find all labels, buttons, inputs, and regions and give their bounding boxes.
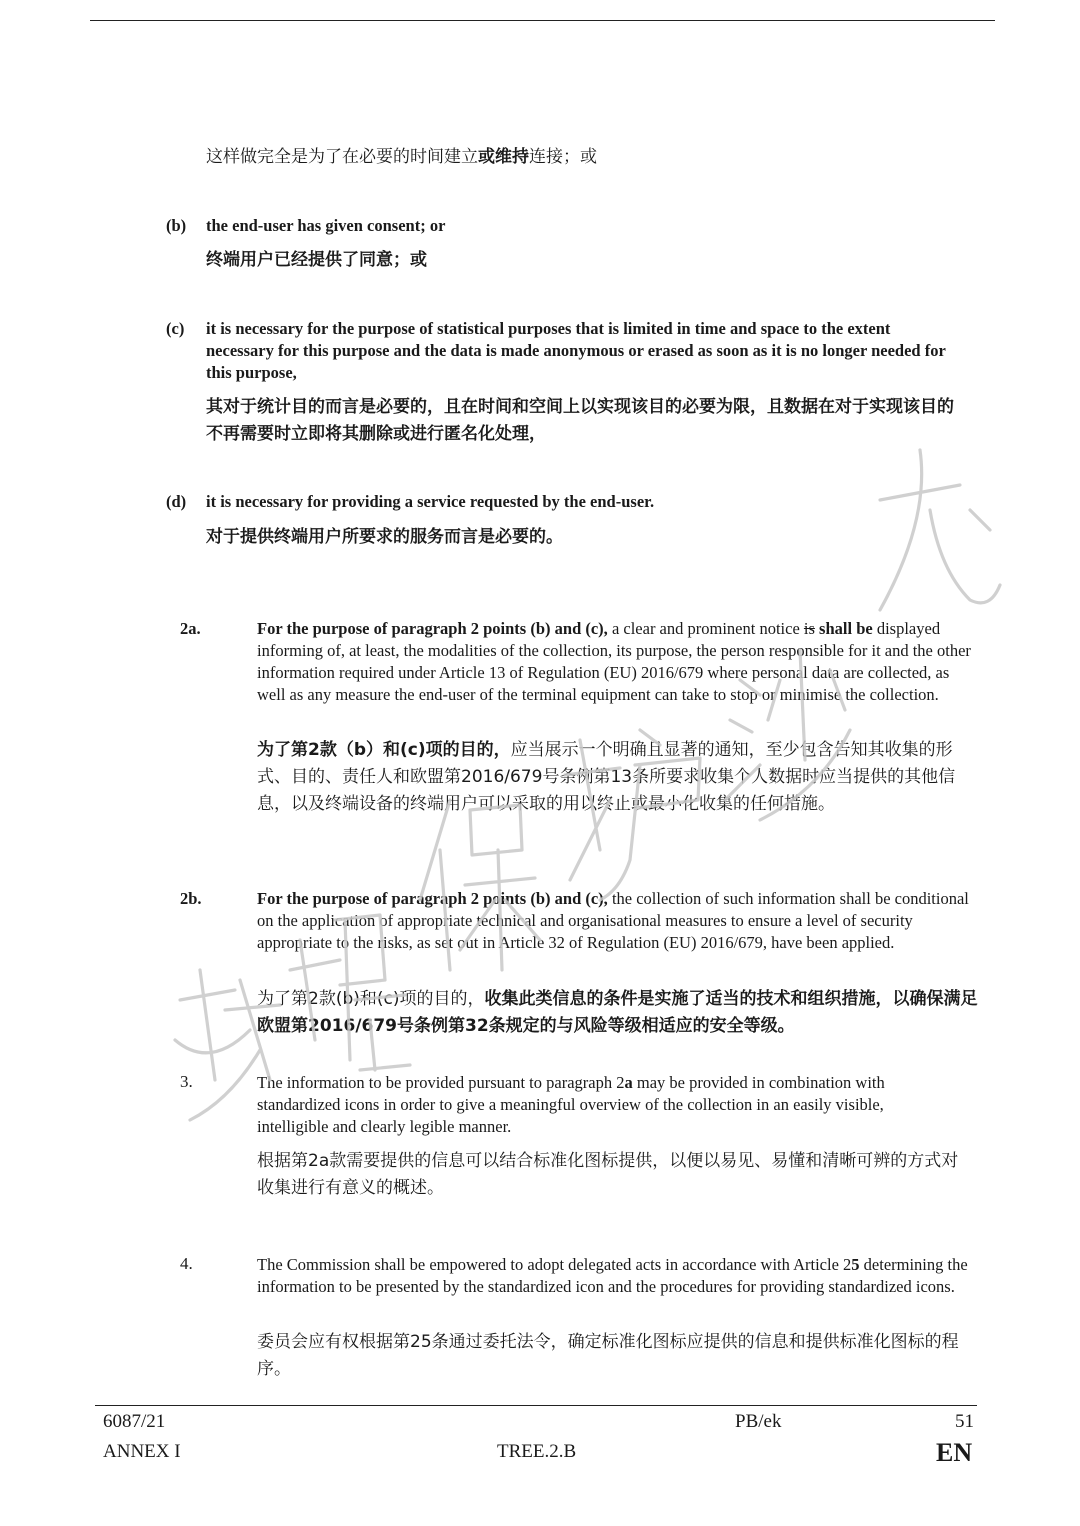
para-3-number: 3. — [180, 1072, 193, 1091]
footer-directorate: TREE.2.B — [497, 1441, 577, 1462]
item-d-en: it is necessary for providing a service requested by the end-user. — [206, 492, 655, 511]
footer-rule — [95, 1405, 977, 1406]
para-2b-en-bold: For the purpose of paragraph 2 points (b) and (c), — [257, 889, 608, 908]
item-b-zh: 终端用户已经提供了同意；或 — [206, 250, 427, 270]
item-b-en: the end-user has given consent; or — [206, 216, 446, 235]
footer-annex: ANNEX I — [103, 1441, 181, 1462]
para-2a-en-bold: For the purpose of paragraph 2 points (b) and (c), — [257, 619, 608, 638]
line-a-zh-bold: 或维持 — [478, 147, 529, 167]
header-rule — [90, 20, 995, 21]
para-2a-deleted-text: is — [803, 619, 815, 638]
para-4-en — [257, 1254, 969, 1298]
item-c-en: it is necessary for the purpose of statistical purposes that is limited in time and space to the extent necessary for this purpose and the data is made anonymous or erased as soon as it is no longer needed for this purpose, — [206, 319, 946, 382]
line-a-zh — [206, 144, 966, 171]
item-d-zh: 对于提供终端用户所要求的服务而言是必要的。 — [206, 527, 563, 547]
footer-page-number: 51 — [955, 1411, 974, 1432]
para-2b-zh — [257, 986, 985, 1040]
para-3-zh: 根据第2a款需要提供的信息可以结合标准化图标提供，以便以易见、易懂和清晰可辨的方式对收集进行有意义的概述。 — [257, 1151, 959, 1198]
line-a-zh-part3: 连接；或 — [529, 147, 597, 167]
para-3-en-rest: may be provided in combination with standardized icons in order to give a meaningful overview of the collection in an easily visible, intelligible and clearly legible manner. — [257, 1073, 885, 1136]
line-a-zh-part1: 这样做完全是为了在必要的时间建立 — [206, 147, 478, 167]
para-2b-zh-bold: 收集此类信息的条件是实施了适当的技术和组织措施，以确保满足欧盟第2016/679号条例第32条规定的与风险等级相适应的安全等级。 — [257, 989, 978, 1036]
para-2a-zh-rest: 应当展示一个明确且显著的通知，至少包含告知其收集的形式、目的、责任人和欧盟第2016/679号条例第13条所要求收集个人数据时应当提供的其他信息，以及终端设备的终端用户可以采取的用以终止或最小化收集的任何措施。 — [257, 740, 956, 814]
para-2b-en-rest: the collection of such information shall be conditional on the application of appropriate technical and organisational measures to ensure a level of security appropriate to the risks, as set out in Article 32 of Regulation (EU) 2016/679, have been applied. — [257, 889, 969, 952]
item-b-label: (b) — [166, 216, 187, 235]
para-4-en-pre: The Commission shall be empowered to adopt delegated acts in accordance with Article 2 — [257, 1255, 852, 1274]
para-3-en-pre: The information to be provided pursuant to paragraph 2 — [257, 1073, 625, 1092]
item-c-zh: 其对于统计目的而言是必要的，且在时间和空间上以实现该目的必要为限，且数据在对于实现该目的不再需要时立即将其删除或进行匿名化处理， — [206, 397, 954, 444]
para-4-zh: 委员会应有权根据第25条通过委托法令，确定标准化图标应提供的信息和提供标准化图标的程序。 — [257, 1332, 959, 1379]
para-2a-en-mid: a clear and prominent notice — [607, 619, 804, 638]
footer-initials: PB/ek — [735, 1411, 782, 1432]
para-4-en-bold: 5 — [851, 1255, 860, 1274]
footer-language-code: EN — [936, 1438, 973, 1467]
para-4-number: 4. — [180, 1254, 193, 1273]
para-2b-zh-normal: 为了第2款(b)和(c)项的目的， — [257, 989, 485, 1009]
para-4-en-rest: determining the information to be presented by the standardized icon and the procedures for providing standardized icons. — [257, 1255, 968, 1296]
para-2a-en-rest: displayed informing of, at least, the modalities of the collection, its purpose, the person responsible for it and the other information required under Article 13 of Regulation (EU) 2016/679 where personal data are collected, as well as any measure the end-user of the terminal equipment can take to stop or minimise the collection. — [257, 619, 971, 704]
para-3-en — [257, 1072, 957, 1138]
para-2a-zh — [257, 737, 969, 818]
item-c-label: (c) — [166, 319, 185, 338]
item-d-label: (d) — [166, 492, 187, 511]
footer-doc-number: 6087/21 — [103, 1411, 166, 1432]
para-2a-inserted-text: shall be — [814, 619, 873, 638]
para-2a-number: 2a. — [180, 619, 201, 638]
para-2b-en — [257, 888, 975, 954]
para-3-en-bold: a — [624, 1073, 633, 1092]
para-2b-number: 2b. — [180, 889, 202, 908]
para-2a-zh-bold: 为了第2款（b）和(c)项的目的， — [257, 740, 511, 760]
para-2a-en — [257, 618, 975, 706]
